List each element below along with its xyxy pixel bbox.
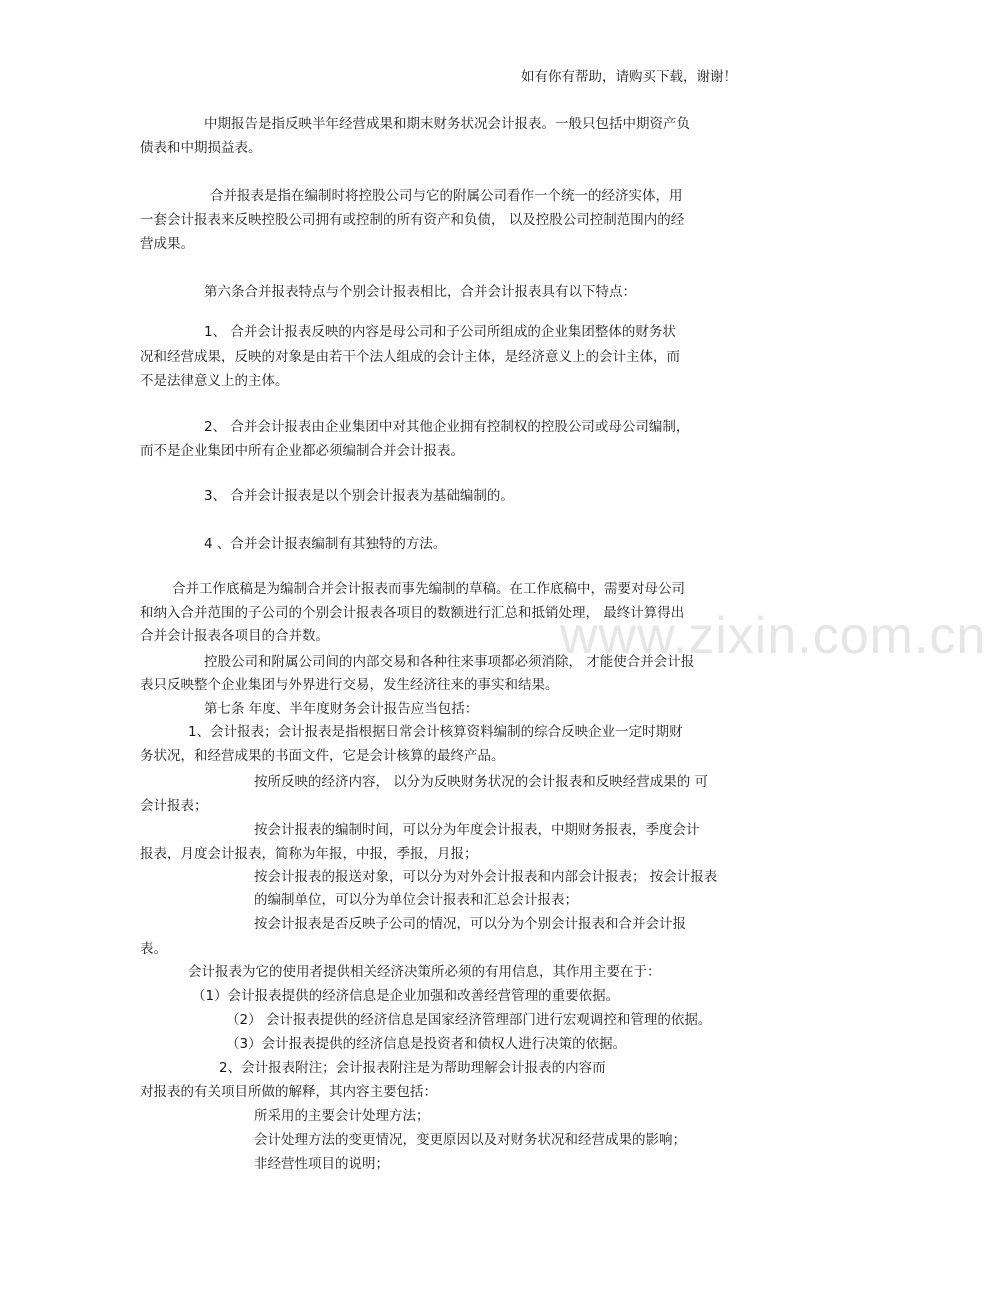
- text-line: 会计报表为它的使用者提供相关经济决策所必须的有用信息，其作用主要在于：: [188, 964, 661, 980]
- section-heading: 第七条 年度、半年度财务会计报告应当包括：: [204, 701, 479, 717]
- text-line: 控股公司和附属公司间的内部交易和各种往来事项都必须消除， 才能使合并会计报: [204, 654, 695, 670]
- text-line: 表。: [140, 941, 167, 957]
- text-line: 不是法律意义上的主体。: [140, 373, 289, 389]
- list-item: （2） 会计报表提供的经济信息是国家经济管理部门进行宏观调控和管理的依据。: [226, 1012, 712, 1028]
- section-heading: 第六条合并报表特点与个别会计报表相比，合并会计报表具有以下特点：: [204, 284, 636, 300]
- text-line: 4 、合并会计报表编制有其独特的方法。: [204, 536, 447, 552]
- list-item: 所采用的主要会计处理方法；: [254, 1108, 430, 1124]
- text-line: 合并工作底稿是为编制合并会计报表而事先编制的草稿。在工作底稿中，需要对母公司: [172, 581, 685, 597]
- text-line: 的编制单位，可以分为单位会计报表和汇总会计报表；: [254, 892, 578, 908]
- text-line: 1、会计报表；会计报表是指根据日常会计核算资料编制的综合反映企业一定时期财: [188, 724, 683, 740]
- text-line: 会计报表；: [140, 798, 208, 814]
- text-line: 一套会计报表来反映控股公司拥有或控制的所有资产和负债， 以及控股公司控制范围内的经: [140, 212, 685, 228]
- list-item: （3）会计报表提供的经济信息是投资者和债权人进行决策的依据。: [226, 1036, 627, 1052]
- text-line: 2、会计报表附注；会计报表附注是为帮助理解会计报表的内容而: [219, 1060, 606, 1076]
- text-line: 按会计报表是否反映子公司的情况，可以分为个别会计报表和合并会计报: [254, 916, 686, 932]
- text-line: 合并报表是指在编制时将控股公司与它的附属公司看作一个统一的经济实体，用: [210, 188, 683, 204]
- list-item: 非经营性项目的说明；: [254, 1156, 389, 1172]
- text-line: 而不是企业集团中所有企业都必须编制合并会计报表。: [140, 443, 464, 459]
- text-line: 按所反映的经济内容， 以分为反映财务状况的会计报表和反映经营成果的 可: [254, 774, 709, 790]
- page-header-note: 如有你有帮助，请购买下载，谢谢！: [521, 69, 737, 85]
- text-line: 表只反映整个企业集团与外界进行交易，发生经济往来的事实和结果。: [140, 677, 559, 693]
- text-line: 和纳入合并范围的子公司的个别会计报表各项目的数额进行汇总和抵销处理， 最终计算得出: [140, 605, 685, 621]
- text-line: 况和经营成果，反映的对象是由若干个法人组成的会计主体，是经济意义上的会计主体，而: [140, 349, 680, 365]
- text-line: 2、 合并会计报表由企业集团中对其他企业拥有控制权的控股公司或母公司编制，: [204, 419, 690, 435]
- list-item: 会计处理方法的变更情况，变更原因以及对财务状况和经营成果的影响；: [254, 1132, 686, 1148]
- text-line: 合并会计报表各项目的合并数。: [140, 628, 329, 644]
- text-line: 报表，月度会计报表，简称为年报，中报，季报，月报；: [140, 846, 478, 862]
- text-line: 按会计报表的编制时间，可以分为年度会计报表，中期财务报表，季度会计: [254, 822, 700, 838]
- text-line: 对报表的有关项目所做的解释，其内容主要包括：: [140, 1084, 437, 1100]
- text-line: 中期报告是指反映半年经营成果和期末财务状况会计报表。一般只包括中期资产负: [204, 116, 690, 132]
- text-line: 3、 合并会计报表是以个别会计报表为基础编制的。: [204, 488, 514, 504]
- text-line: 营成果。: [140, 236, 194, 252]
- text-line: 1、 合并会计报表反映的内容是母公司和子公司所组成的企业集团整体的财务状: [204, 324, 676, 340]
- list-item: （1）会计报表提供的经济信息是企业加强和改善经营管理的重要依据。: [192, 988, 620, 1004]
- text-line: 债表和中期损益表。: [140, 140, 262, 156]
- text-line: 按会计报表的报送对象，可以分为对外会计报表和内部会计报表； 按会计报表: [254, 869, 718, 885]
- watermark: www.zixin.com.cn: [560, 607, 986, 665]
- text-line: 务状况，和经营成果的书面文件，它是会计核算的最终产品。: [140, 748, 505, 764]
